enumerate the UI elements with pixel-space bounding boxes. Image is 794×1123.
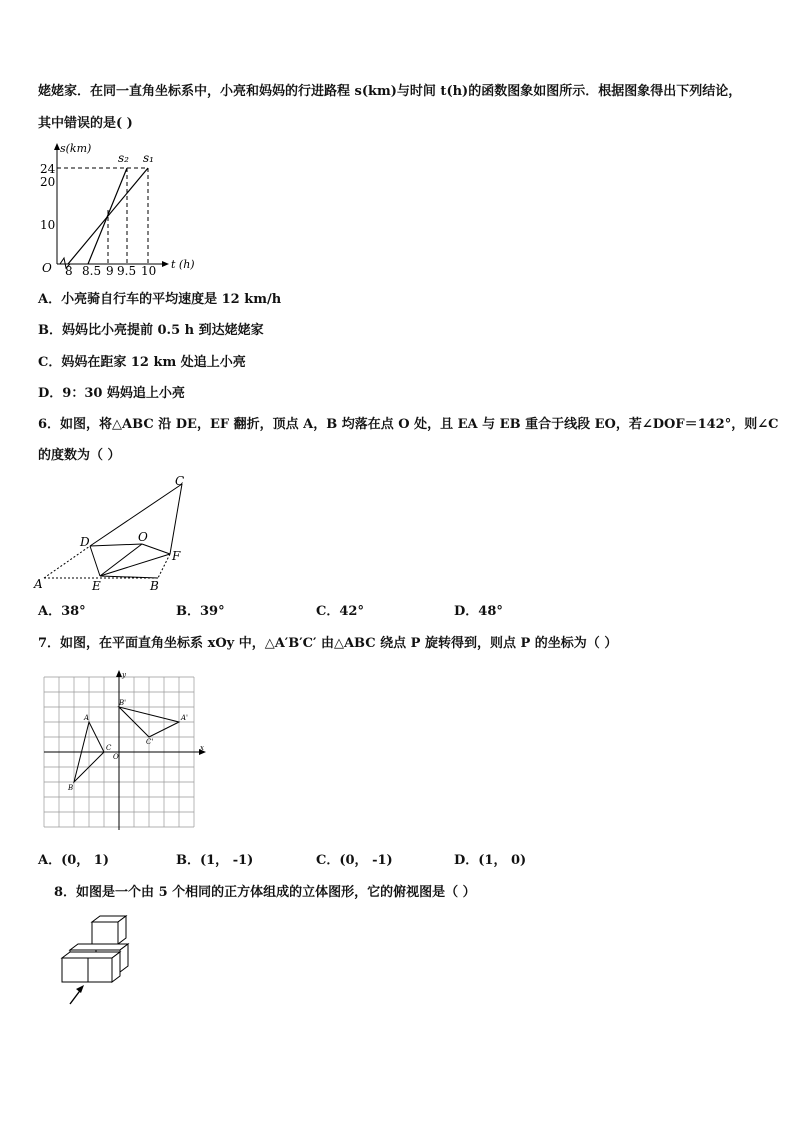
q6-option-c: C．42°: [316, 604, 364, 619]
q6-label-c: C: [175, 474, 185, 488]
q6-stem-line2: 的度数为（ ）: [38, 448, 121, 463]
q5-xtick-8: 8: [65, 264, 73, 278]
q7-option-c: C．(0， -1): [316, 853, 393, 868]
q6-label-o: O: [138, 530, 148, 544]
q7-label-o: O: [113, 753, 119, 761]
q5-ylabel: s(km): [60, 142, 92, 155]
q5-origin-label: O: [42, 261, 52, 275]
q5-ytick-10: 10: [40, 218, 56, 232]
q7-label-c-prime: C': [146, 738, 154, 746]
q5-xtick-9-5: 9.5: [117, 264, 137, 278]
q5-xtick-8-5: 8.5: [82, 264, 102, 278]
q6-label-e: E: [92, 579, 101, 593]
q5-option-c: C．妈妈在距家 12 km 处追上小亮: [38, 355, 246, 370]
q8-cube-stack-figure: [56, 912, 136, 1007]
q6-option-d: D．48°: [454, 604, 503, 619]
q5-distance-time-graph: [38, 140, 208, 280]
q5-xlabel: t (h): [171, 258, 195, 271]
q7-label-b-prime: B': [119, 699, 127, 707]
q6-triangle-fold-figure: [30, 470, 200, 595]
q5-option-d: D．9：30 妈妈追上小亮: [38, 386, 185, 401]
q5-label-s1: s₁: [143, 151, 154, 165]
q7-option-b: B．(1， -1): [176, 853, 254, 868]
q6-label-d: D: [80, 535, 90, 549]
q6-label-a: A: [34, 577, 43, 591]
q5-option-b: B．妈妈比小亮提前 0.5 h 到达姥姥家: [38, 323, 264, 338]
q5-xtick-9: 9: [106, 264, 114, 278]
q6-stem-line1: 6．如图，将△ABC 沿 DE，EF 翻折，顶点 A，B 均落在点 O 处，且 EA 与 EB 重合于线段 EO，若∠DOF＝142°，则∠C: [38, 417, 779, 432]
q7-label-c: C: [106, 744, 112, 752]
q7-label-a-prime: A': [181, 714, 188, 722]
q8-stem: 8．如图是一个由 5 个相同的正方体组成的立体图形，它的俯视图是（ ）: [54, 885, 476, 900]
q7-option-d: D．(1， 0): [454, 853, 527, 868]
q7-coordinate-grid-figure: [40, 670, 210, 835]
q6-option-a: A．38°: [38, 604, 86, 619]
q6-option-b: B．39°: [176, 604, 225, 619]
q7-label-a: A: [84, 714, 90, 722]
q5-xtick-10: 10: [141, 264, 157, 278]
q7-option-a: A．(0， 1): [38, 853, 110, 868]
q5-stem-line1: 姥姥家．在同一直角坐标系中，小亮和妈妈的行进路程 s(km)与时间 t(h)的函数图象如图所示．根据图象得出下列结论，: [38, 84, 742, 99]
q5-ytick-20: 20: [40, 175, 56, 189]
q7-stem: 7．如图，在平面直角坐标系 xOy 中，△A′B′C′ 由△ABC 绕点 P 旋转得到，则点 P 的坐标为（ ）: [38, 636, 618, 651]
q7-label-y: y: [122, 671, 126, 679]
q5-label-s2: s₂: [118, 151, 129, 165]
q5-option-a: A．小亮骑自行车的平均速度是 12 km/h: [38, 292, 282, 307]
q5-stem-line2: 其中错误的是( ): [38, 116, 133, 131]
q6-label-b: B: [150, 579, 159, 593]
q7-label-b: B: [68, 784, 74, 792]
q7-label-x: x: [200, 744, 204, 752]
q6-label-f: F: [172, 549, 181, 563]
q5-ytick-24: 24: [40, 162, 56, 176]
